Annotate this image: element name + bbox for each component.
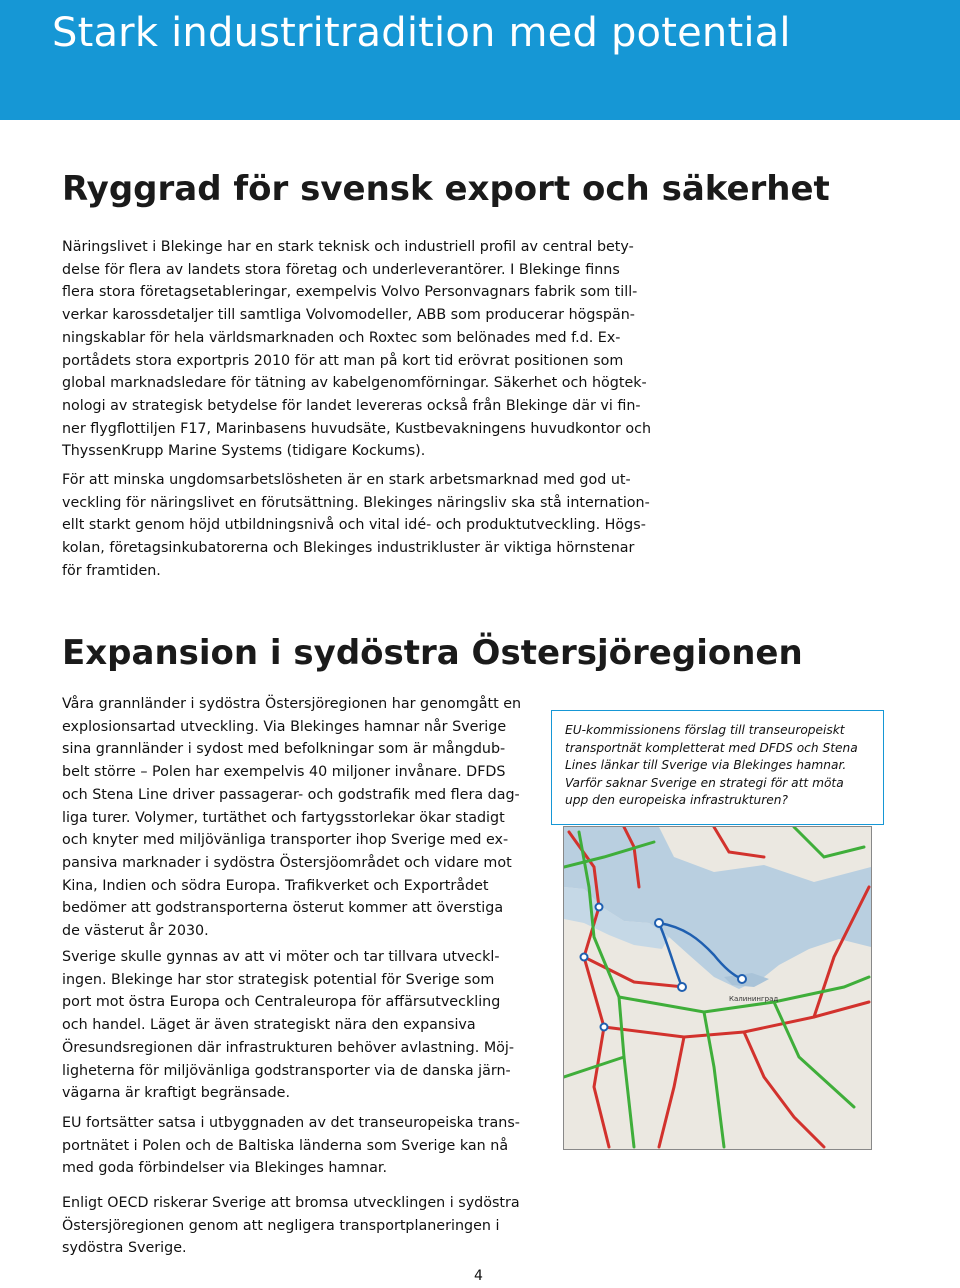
paragraph-oecd — [62, 1192, 520, 1260]
info-line: upp den europeiska infrastrukturen? — [565, 793, 788, 807]
info-line: EU-kommissionens förslag till transeuropeiskt — [565, 723, 845, 737]
header-banner — [0, 0, 960, 120]
text-line: global marknadsledare för tätning av kabelgenomförningar. Säkerhet och högtek- — [62, 375, 647, 392]
text-line: Enligt OECD riskerar Sverige att bromsa utvecklingen i sydöstra — [62, 1195, 520, 1211]
paragraph-strategic-potential — [62, 946, 514, 1105]
text-line: bedömer att godstransporterna österut kommer att överstiga — [62, 900, 504, 917]
text-line: ner flygflottiljen F17, Marinbasens huvudsäte, Kustbevakningens huvudkontor och — [62, 420, 652, 437]
info-line: Lines länkar till Sverige via Blekinges hamnar. — [565, 758, 847, 772]
text-line: port mot östra Europa och Centraleuropa för affärsutveckling — [62, 994, 501, 1011]
text-line: portnätet i Polen och de Baltiska länderna som Sverige kan nå — [62, 1137, 509, 1154]
text-line: flera stora företagsetableringar, exempelvis Volvo Personvagnars fabrik som till- — [62, 284, 638, 301]
text-line: verkar karossdetaljer till samtliga Volvomodeller, ABB som producerar högspän- — [62, 307, 635, 324]
text-line: och handel. Läget är även strategiskt nära den expansiva — [62, 1017, 476, 1034]
text-line: vägarna är kraftigt begränsade. — [62, 1085, 291, 1102]
text-line: För att minska ungdomsarbetslösheten är en stark arbetsmarknad med god ut- — [62, 472, 631, 488]
text-line: de västerut år 2030. — [62, 923, 209, 940]
text-line: Östersjöregionen genom att negligera transportplaneringen i — [62, 1217, 500, 1234]
text-line: sydöstra Sverige. — [62, 1240, 187, 1257]
port-marker — [581, 954, 588, 961]
text-line: Öresundsregionen där infrastrukturen behöver avlastning. Möj- — [62, 1039, 515, 1056]
section-heading-expansion: Expansion i sydöstra Östersjöregionen — [62, 633, 803, 673]
map-graphic — [564, 827, 871, 1149]
page-number: 4 — [474, 1268, 483, 1284]
info-box-text — [565, 722, 858, 810]
text-line: veckling för näringslivet en förutsättning. Blekinges näringsliv ska stå internation- — [62, 494, 650, 511]
text-line: EU fortsätter satsa i utbyggnaden av det transeuropeiska trans- — [62, 1115, 520, 1131]
text-line: med goda förbindelser via Blekinges hamnar. — [62, 1160, 387, 1177]
text-line: ningskablar för hela världsmarknaden och Roxtec som belönades med f.d. Ex- — [62, 329, 621, 346]
paragraph-industry — [62, 236, 651, 463]
paragraph-youth-employment — [62, 469, 650, 583]
text-line: Näringslivet i Blekinge har en stark teknisk och industriell profil av central bety- — [62, 239, 634, 255]
text-line: portådets stora exportpris 2010 för att man på kort tid erövrat positionen som — [62, 352, 624, 369]
text-line: nologi av strategisk betydelse för landet levereras också från Blekinge där vi fin- — [62, 397, 641, 414]
info-box — [551, 710, 884, 825]
text-line: Kina, Indien och södra Europa. Trafikverket och Exportrådet — [62, 877, 489, 894]
page-title: Stark industritradition med potential — [52, 10, 791, 56]
text-line: och knyter med miljövänliga transporter ihop Sverige med ex- — [62, 832, 509, 849]
text-line: delse för flera av landets stora företag och underleverantörer. I Blekinge finns — [62, 261, 620, 278]
text-line: ligheterna för miljövänliga godstransporter via de danska järn- — [62, 1062, 511, 1079]
text-line: ellt starkt genom höjd utbildningsnivå och vital idé- och produktutveckling. Högs- — [62, 517, 646, 534]
port-marker — [738, 975, 746, 983]
info-line: transportnät kompletterat med DFDS och Stena — [565, 740, 858, 755]
text-line: pansiva marknader i sydöstra Östersjöområdet och vidare mot — [62, 854, 512, 871]
text-line: liga turer. Volymer, turtäthet och fartygsstorlekar ökar stadigt — [62, 809, 505, 826]
paragraph-eu-investment — [62, 1112, 520, 1180]
section-heading-export: Ryggrad för svensk export och säkerhet — [62, 169, 830, 209]
text-line: explosionsartad utveckling. Via Blekinges hamnar når Sverige — [62, 718, 507, 735]
port-marker — [655, 919, 663, 927]
info-line: Varför saknar Sverige en strategi för att möta — [565, 775, 844, 790]
port-marker — [596, 904, 603, 911]
text-line: Sverige skulle gynnas av att vi möter och tar tillvara utveckl- — [62, 949, 500, 965]
port-marker — [678, 983, 686, 991]
text-line: kolan, företagsinkubatorerna och Blekinges industrikluster är viktiga hörnstenar — [62, 540, 635, 557]
text-line: ThyssenKrupp Marine Systems (tidigare Kockums). — [62, 443, 426, 460]
text-line: belt större – Polen har exempelvis 40 miljoner invånare. DFDS — [62, 764, 506, 781]
paragraph-neighbours — [62, 693, 521, 943]
port-marker — [601, 1024, 608, 1031]
text-line: ingen. Blekinge har stor strategisk potential för Sverige som — [62, 971, 495, 988]
text-line: för framtiden. — [62, 562, 161, 579]
transport-network-map — [563, 826, 872, 1150]
text-line: sina grannländer i sydost med befolkningar som är mångdub- — [62, 741, 506, 758]
text-line: och Stena Line driver passagerar- och godstrafik med flera dag- — [62, 786, 520, 803]
map-city-label: Калининград — [729, 995, 779, 1003]
text-line: Våra grannländer i sydöstra Östersjöregionen har genomgått en — [62, 696, 522, 712]
